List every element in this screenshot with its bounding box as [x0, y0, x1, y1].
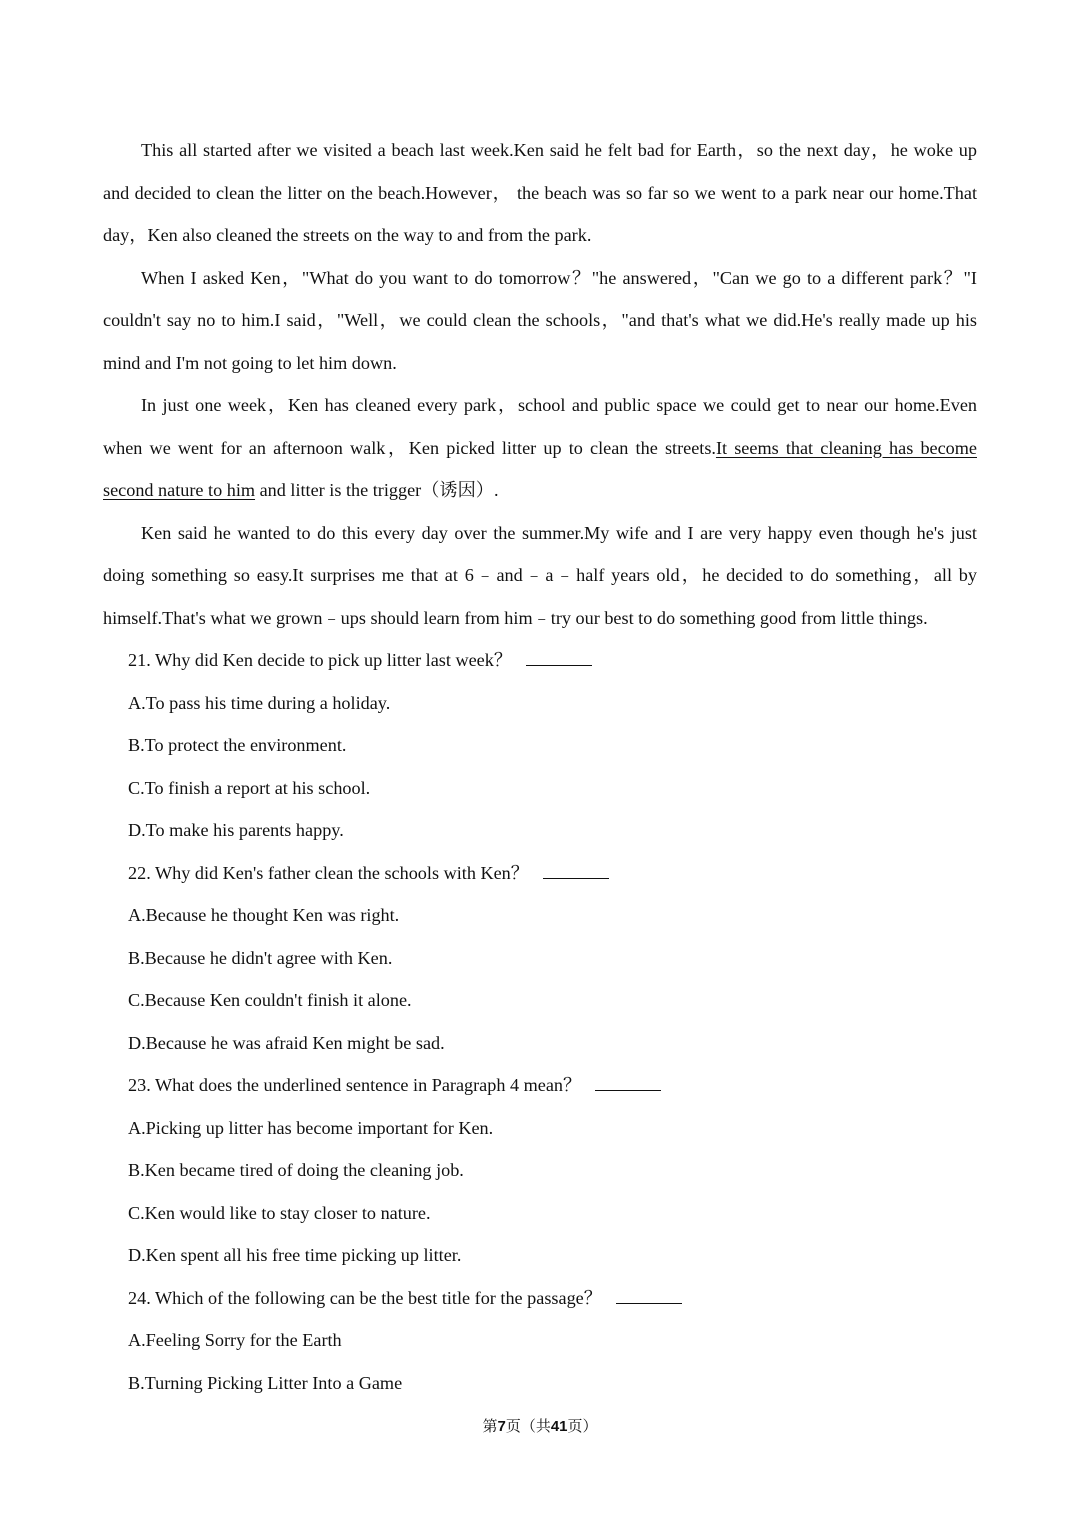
question-stem: 22. Why did Ken's father clean the schools with Ken？ — [128, 852, 977, 895]
answer-blank[interactable] — [526, 649, 592, 666]
answer-blank[interactable] — [616, 1287, 682, 1304]
option-b: B.Ken became tired of doing the cleaning job. — [128, 1160, 464, 1180]
option-b: B.To protect the environment. — [128, 735, 347, 755]
option-a: A.To pass his time during a holiday. — [128, 692, 391, 713]
option-a: A.Picking up litter has become important for Ken. — [128, 1117, 494, 1138]
question-stem: 21. Why did Ken decide to pick up litter last week？ — [128, 639, 977, 682]
question-24 — [103, 1277, 977, 1405]
paragraph-3-tail: and litter is the trigger（诱因）. — [255, 480, 499, 500]
option-d: D.Ken spent all his free time picking up litter. — [128, 1245, 462, 1265]
question-stem: 24. Which of the following can be the best title for the passage？ — [128, 1277, 977, 1320]
paragraph-2: When I asked Ken，"What do you want to do tomorrow？"he answered，"Can we go to a different park？"I couldn't say no to him.I said，"Well，we could clean the schools，"and that's what we did.He's really made up his mind and I'm not going to let him down. — [103, 267, 977, 373]
question-stem: 23. What does the underlined sentence in Paragraph 4 mean？ — [128, 1064, 977, 1107]
option-b: B.Because he didn't agree with Ken. — [128, 947, 393, 968]
paragraph-3-text: In just one week，Ken has cleaned every park，school and public space we could get to near our home.Even when we went for an afternoon walk，Ken picked litter up to clean the streets. — [103, 395, 977, 458]
underlined-sentence: It seems that cleaning has become second nature to him — [103, 437, 977, 500]
question-22 — [103, 852, 977, 1065]
option-c: C.Because Ken couldn't finish it alone. — [128, 990, 412, 1010]
option-c: C.To finish a report at his school. — [128, 777, 371, 798]
option-a: A.Because he thought Ken was right. — [128, 905, 400, 925]
question-23 — [103, 1064, 977, 1277]
option-b: B.Turning Picking Litter Into a Game — [128, 1372, 403, 1393]
option-d: D.To make his parents happy. — [128, 820, 344, 840]
paragraph-3 — [103, 384, 977, 512]
page-footer: 第7页（共41页） — [482, 1417, 598, 1435]
answer-blank[interactable] — [595, 1074, 661, 1091]
total-page-count: 41 — [550, 1418, 568, 1435]
answer-blank[interactable] — [543, 862, 609, 879]
paragraph-1: This all started after we visited a beach last week.Ken said he felt bad for Earth，so the next day，he woke up and decided to clean the litter on the beach.However， the beach was so far so we went to a park near our home.That day，Ken also cleaned the streets on the way to and from the park. — [103, 140, 977, 245]
question-21 — [103, 639, 977, 852]
option-d: D.Because he was afraid Ken might be sad. — [128, 1032, 445, 1053]
current-page-number: 7 — [497, 1418, 506, 1435]
paragraph-4: Ken said he wanted to do this every day over the summer.My wife and I are very happy even though he's just doing something so easy.It surprises me that at 6﹣and﹣a﹣half years old，he decided to do something，all by himself.That's what we grown﹣ups should learn from him﹣try our best to do something good from little things. — [103, 522, 977, 628]
document-page — [103, 129, 977, 1404]
option-c: C.Ken would like to stay closer to nature. — [128, 1202, 431, 1223]
option-a: A.Feeling Sorry for the Earth — [128, 1330, 342, 1350]
